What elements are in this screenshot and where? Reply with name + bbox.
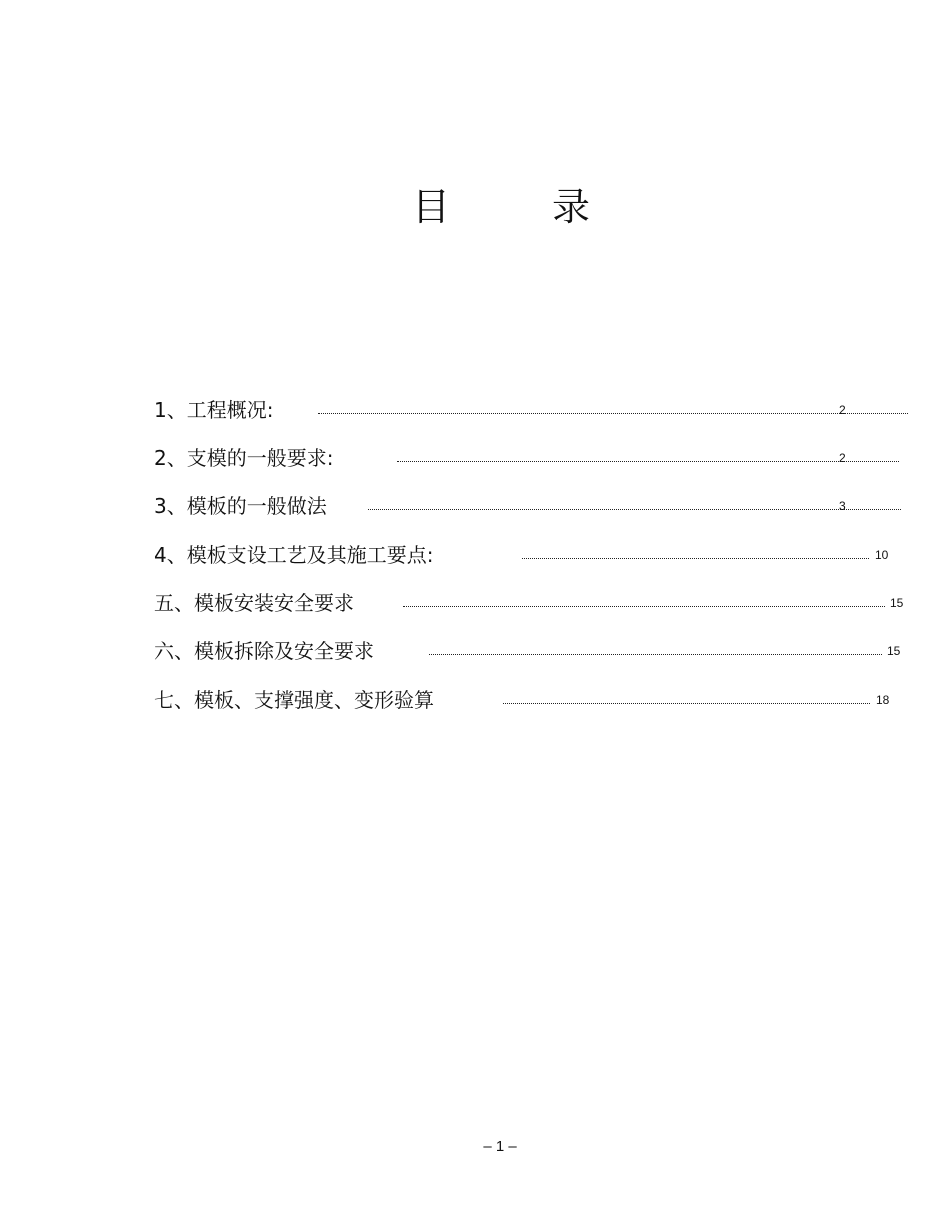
toc-leader-dots bbox=[397, 461, 899, 462]
toc-entry-page: 18 bbox=[876, 693, 890, 707]
toc-entry-page: 15 bbox=[890, 596, 904, 610]
toc-entry-label: 六、模板拆除及安全要求 bbox=[154, 639, 374, 663]
toc-entry-page: 2 bbox=[839, 403, 846, 417]
toc-entry-label: 2、支模的一般要求: bbox=[154, 446, 334, 470]
toc-entry[interactable] bbox=[154, 395, 910, 425]
toc-entry[interactable] bbox=[154, 491, 902, 521]
toc-entry[interactable] bbox=[154, 636, 906, 666]
toc-leader-dots bbox=[403, 606, 885, 607]
toc-leader-dots bbox=[368, 509, 901, 510]
toc-entry-page: 10 bbox=[875, 548, 889, 562]
toc-entry-page: 15 bbox=[887, 644, 901, 658]
toc-entry-label: 3、模板的一般做法 bbox=[154, 494, 327, 518]
toc-entry[interactable] bbox=[154, 540, 894, 570]
toc-entry-label: 五、模板安装安全要求 bbox=[154, 591, 354, 615]
toc-entry[interactable] bbox=[154, 443, 900, 473]
toc-entry-label: 七、模板、支撑强度、变形验算 bbox=[154, 688, 434, 712]
toc-entry-label: 1、工程概况: bbox=[154, 398, 274, 422]
toc-title-char-2: 录 bbox=[552, 185, 591, 229]
toc-entry-page: 2 bbox=[839, 451, 846, 465]
page-number: – 1 – bbox=[483, 1138, 517, 1155]
toc-title-char-1: 目 bbox=[412, 185, 451, 229]
toc-leader-dots bbox=[429, 654, 882, 655]
toc-leader-dots bbox=[503, 703, 870, 704]
toc-entry[interactable] bbox=[154, 685, 896, 715]
toc-entry-page: 3 bbox=[839, 499, 846, 513]
toc-leader-dots bbox=[318, 413, 908, 414]
toc-entry[interactable] bbox=[154, 588, 910, 618]
toc-leader-dots bbox=[522, 558, 869, 559]
toc-entry-label: 4、模板支设工艺及其施工要点: bbox=[154, 543, 434, 567]
